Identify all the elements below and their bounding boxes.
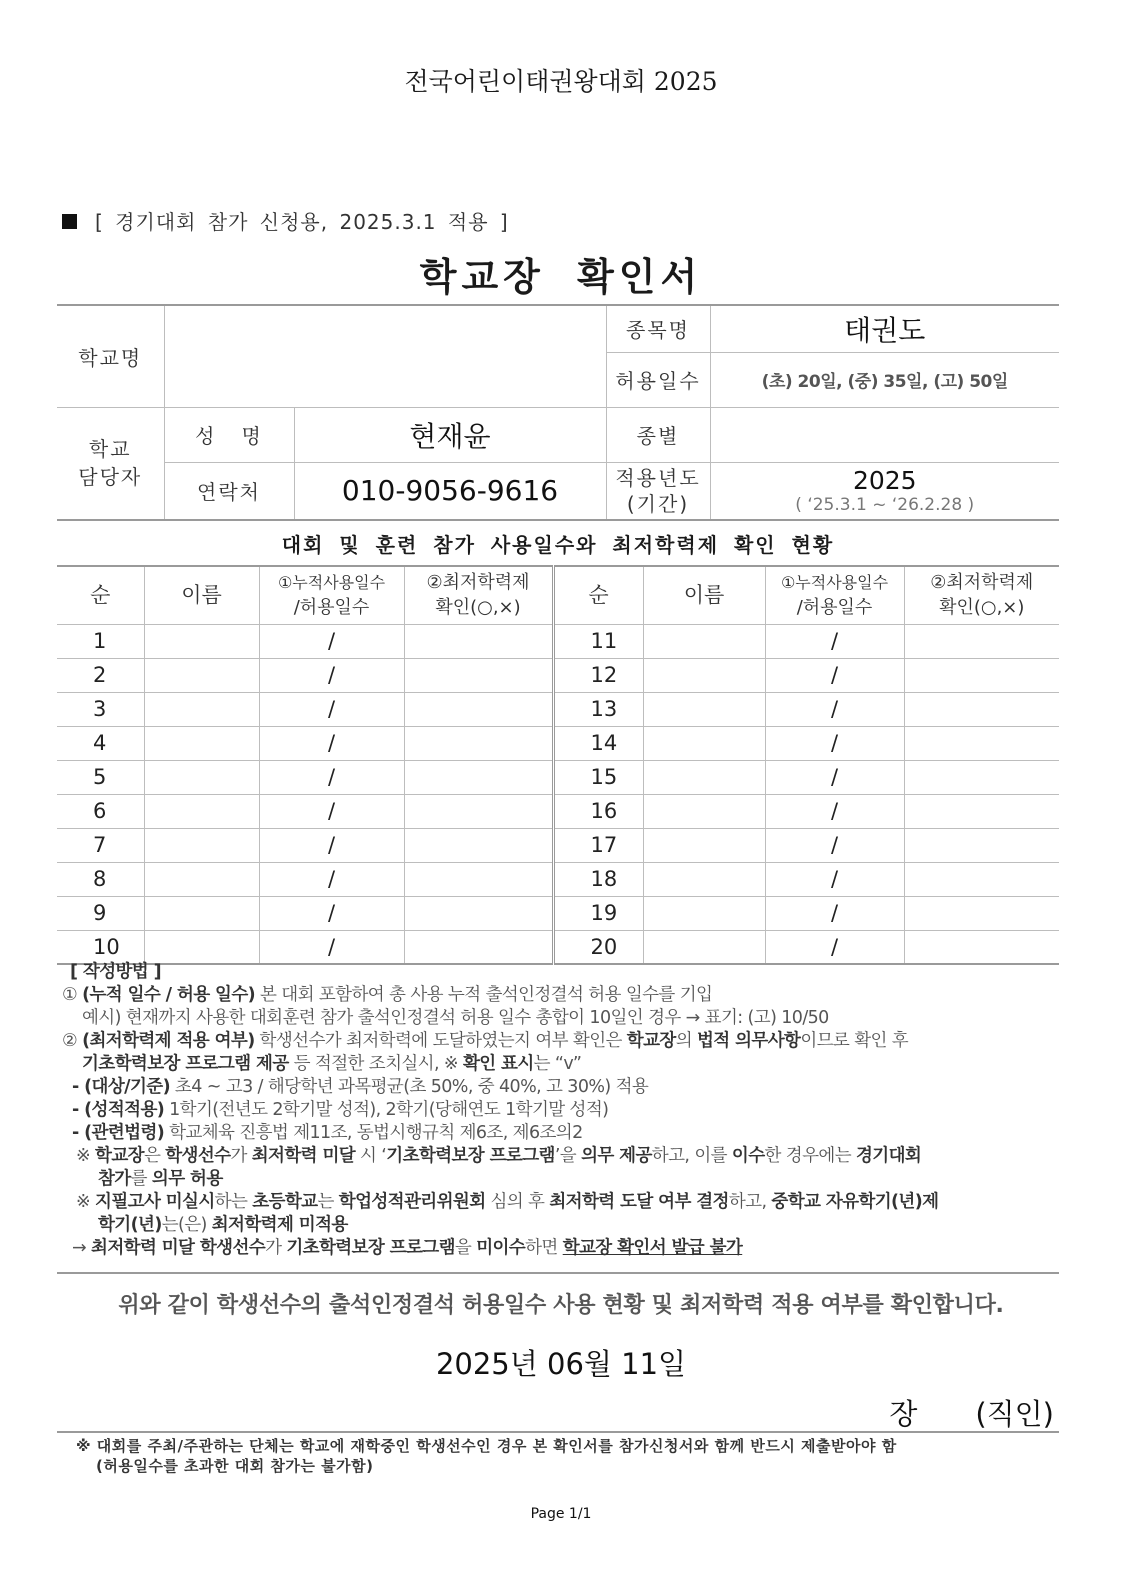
row-number: 2 (57, 658, 144, 692)
academic-check-field[interactable] (904, 896, 1059, 930)
academic-check-field[interactable] (404, 794, 553, 828)
col-header-days (765, 566, 904, 624)
row-number: 6 (57, 794, 144, 828)
divider (57, 1272, 1059, 1274)
col-days-line1: ①누적사용일수 (277, 573, 386, 593)
school-name-label: 학교명 (57, 305, 164, 407)
student-name-field[interactable] (643, 862, 765, 896)
row-number: 7 (57, 828, 144, 862)
table-row (57, 624, 1059, 658)
row-number: 10 (57, 930, 144, 964)
info-table (57, 304, 1059, 521)
seal-note: (직인) (975, 1397, 1054, 1431)
contact-label-line1: 학교 (88, 437, 132, 462)
note-consequence: → 최저학력 미달 학생선수가 기초학력보장 프로그램을 미이수하면 학교장 확인서 발급 불가 (72, 1238, 743, 1258)
row-number: 4 (57, 726, 144, 760)
row-number: 13 (553, 692, 643, 726)
academic-check-field[interactable] (904, 828, 1059, 862)
row-number: 5 (57, 760, 144, 794)
days-field[interactable]: / (259, 624, 404, 658)
academic-check-field[interactable] (904, 624, 1059, 658)
table-row (57, 726, 1059, 760)
academic-check-field[interactable] (404, 658, 553, 692)
year-value: 2025 (852, 465, 917, 495)
row-number: 19 (553, 896, 643, 930)
square-bullet-icon (62, 214, 77, 229)
col-check-line2: 확인(○,×) (435, 597, 521, 619)
row-number: 11 (553, 624, 643, 658)
days-field[interactable]: / (259, 726, 404, 760)
phone-field[interactable]: 010-9056-9616 (294, 462, 606, 520)
days-field[interactable]: / (765, 862, 904, 896)
academic-check-field[interactable] (404, 726, 553, 760)
form-title: 학교장 확인서 (419, 255, 703, 299)
row-number: 17 (553, 828, 643, 862)
event-field[interactable]: 태권도 (710, 305, 1059, 352)
instructions (62, 961, 1062, 1260)
contact-label-line2: 담당자 (78, 465, 143, 490)
days-field[interactable]: / (765, 896, 904, 930)
note-2-cont: 기초학력보장 프로그램 제공 등 적절한 조치실시, ※ 확인 표시는 “v” (82, 1054, 582, 1074)
category-field[interactable] (710, 407, 1059, 462)
days-field[interactable]: / (765, 760, 904, 794)
days-field[interactable]: / (259, 930, 404, 964)
note-target: - (대상/기준) 초4 ~ 고3 / 해당학년 과목평균(초 50%, 중 40%, 고 30%) 적용 (72, 1077, 649, 1097)
note-special-1: ※ 학교장은 학생선수가 최저학력 미달 시 ‘기초학력보장 프로그램’을 의무 제공하고, 이를 이수한 경우에는 경기대회 (76, 1146, 922, 1166)
divider (57, 1431, 1059, 1433)
footnote-line2: (허용일수를 초과한 대회 참가는 불가함) (96, 1457, 374, 1475)
student-name-field[interactable] (144, 794, 259, 828)
row-number: 18 (553, 862, 643, 896)
phone-label: 연락처 (164, 462, 294, 520)
table-row (57, 828, 1059, 862)
student-name-field[interactable] (144, 726, 259, 760)
academic-check-field[interactable] (904, 760, 1059, 794)
contact-person-label (57, 407, 164, 520)
academic-check-field[interactable] (404, 896, 553, 930)
row-number: 9 (57, 896, 144, 930)
academic-check-field[interactable] (404, 828, 553, 862)
days-field[interactable]: / (765, 658, 904, 692)
allowed-days-label: 허용일수 (606, 352, 710, 407)
name-field[interactable]: 현재윤 (294, 407, 606, 462)
note-1-example: 예시) 현재까지 사용한 대회훈련 참가 출석인정결석 허용 일수 총합이 10일인 경우 → 표기: (고) 10/50 (82, 1008, 829, 1028)
academic-check-field[interactable] (404, 930, 553, 964)
col-days-line1: ①누적사용일수 (780, 573, 889, 593)
table-row (57, 930, 1059, 964)
student-name-field[interactable] (144, 624, 259, 658)
footnote-line1: ※ 대회를 주최/주관하는 단체는 학교에 재학중인 학생선수인 경우 본 확인서를 참가신청서와 함께 반드시 제출받아야 함 (76, 1437, 897, 1455)
event-label: 종목명 (606, 305, 710, 352)
days-field[interactable]: / (765, 828, 904, 862)
col-header-check (904, 566, 1059, 624)
days-field[interactable]: / (765, 624, 904, 658)
document-header: 전국어린이태권왕대회 2025 (404, 67, 718, 96)
note-grades: - (성적적용) 1학기(전년도 2학기말 성적), 2학기(당해연도 1학기말 성적) (72, 1100, 609, 1120)
table-row (57, 658, 1059, 692)
table-row (57, 896, 1059, 930)
row-number: 3 (57, 692, 144, 726)
issue-date[interactable]: 2025년 06월 11일 (435, 1347, 687, 1381)
student-name-field[interactable] (144, 930, 259, 964)
col-header-check (404, 566, 553, 624)
days-field[interactable]: / (259, 862, 404, 896)
table-row (57, 862, 1059, 896)
student-name-field[interactable] (643, 692, 765, 726)
row-number: 14 (553, 726, 643, 760)
student-name-field[interactable] (144, 896, 259, 930)
allowed-days-value: (초) 20일, (중) 35일, (고) 50일 (710, 352, 1059, 407)
academic-check-field[interactable] (904, 862, 1059, 896)
table-row (57, 692, 1059, 726)
days-field[interactable]: / (259, 658, 404, 692)
days-field[interactable]: / (765, 692, 904, 726)
category-label: 종별 (606, 407, 710, 462)
academic-check-field[interactable] (404, 624, 553, 658)
roster-table (57, 565, 1059, 965)
roster-body (57, 624, 1059, 964)
academic-check-field[interactable] (904, 930, 1059, 964)
seal-line (889, 1392, 1054, 1433)
row-number: 12 (553, 658, 643, 692)
seal-label: 장 (889, 1397, 918, 1431)
student-name-field[interactable] (643, 896, 765, 930)
note-special-2: ※ 지필고사 미실시하는 초등학교는 학업성적관리위원회 심의 후 최저학력 도달 여부 결정하고, 중학교 자유학기(년)제 (76, 1192, 939, 1212)
student-name-field[interactable] (144, 828, 259, 862)
note-special-2-cont: 학기(년)는(은) 최저학력제 미적용 (98, 1215, 348, 1235)
col-header-name: 이름 (144, 566, 259, 624)
academic-check-field[interactable] (904, 692, 1059, 726)
student-name-field[interactable] (643, 726, 765, 760)
year-period: ( ‘25.3.1 ~ ‘26.2.28 ) (795, 494, 975, 515)
student-name-field[interactable] (643, 930, 765, 964)
student-name-field[interactable] (643, 658, 765, 692)
note-special-1-cont: 참가를 의무 허용 (98, 1169, 223, 1189)
form-tag-text: [ 경기대회 참가 신청용, 2025.3.1 적용 ] (95, 210, 509, 234)
academic-check-field[interactable] (904, 658, 1059, 692)
days-field[interactable]: / (259, 794, 404, 828)
days-field[interactable]: / (259, 760, 404, 794)
year-label-line2: (기간) (626, 491, 690, 516)
year-field[interactable] (710, 462, 1059, 520)
academic-check-field[interactable] (904, 726, 1059, 760)
row-number: 1 (57, 624, 144, 658)
col-check-line2: 확인(○,×) (939, 597, 1025, 619)
instructions-heading: [ 작성방법 ] (70, 962, 162, 982)
student-name-field[interactable] (643, 794, 765, 828)
table-row (57, 794, 1059, 828)
row-number: 8 (57, 862, 144, 896)
row-number: 15 (553, 760, 643, 794)
col-check-line1: ②최저학력제 (426, 572, 530, 594)
days-field[interactable]: / (765, 726, 904, 760)
col-days-line2: /허용일수 (796, 597, 873, 619)
col-header-no: 순 (57, 566, 144, 624)
student-name-field[interactable] (144, 862, 259, 896)
name-label: 성 명 (164, 407, 294, 462)
row-number: 20 (553, 930, 643, 964)
col-header-no: 순 (553, 566, 643, 624)
confirmation-statement: 위와 같이 학생선수의 출석인정결석 허용일수 사용 현황 및 최저학력 적용 여부를 확인합니다. (118, 1293, 1004, 1318)
footnote (76, 1436, 1066, 1476)
table-row (57, 760, 1059, 794)
student-name-field[interactable] (643, 828, 765, 862)
academic-check-field[interactable] (904, 794, 1059, 828)
academic-check-field[interactable] (404, 760, 553, 794)
note-2: ② (최저학력제 적용 여부) 학생선수가 최저학력에 도달하였는지 여부 확인은 학교장의 법적 의무사항이므로 확인 후 (62, 1031, 909, 1051)
student-name-field[interactable] (643, 760, 765, 794)
col-header-days (259, 566, 404, 624)
note-law: - (관련법령) 학교체육 진흥법 제11조, 동법시행규칙 제6조, 제6조의2 (72, 1123, 583, 1143)
student-name-field[interactable] (643, 624, 765, 658)
form-tag (62, 206, 509, 235)
student-name-field[interactable] (144, 760, 259, 794)
school-name-field[interactable] (164, 305, 606, 407)
student-name-field[interactable] (144, 658, 259, 692)
row-number: 16 (553, 794, 643, 828)
academic-check-field[interactable] (404, 692, 553, 726)
year-label-line1: 적용년도 (615, 465, 701, 490)
days-field[interactable]: / (259, 896, 404, 930)
days-field[interactable]: / (259, 692, 404, 726)
note-1: ① (누적 일수 / 허용 일수) 본 대회 포함하여 총 사용 누적 출석인정결석 허용 일수를 기입 (62, 985, 713, 1005)
page-number: Page 1/1 (530, 1506, 592, 1522)
days-field[interactable]: / (765, 794, 904, 828)
days-field[interactable]: / (259, 828, 404, 862)
col-check-line1: ②최저학력제 (930, 572, 1034, 594)
year-label (606, 462, 710, 520)
student-name-field[interactable] (144, 692, 259, 726)
col-header-name: 이름 (643, 566, 765, 624)
days-field[interactable]: / (765, 930, 904, 964)
section-title: 대회 및 훈련 참가 사용일수와 최저학력제 확인 현황 (281, 533, 835, 557)
academic-check-field[interactable] (404, 862, 553, 896)
col-days-line2: /허용일수 (293, 597, 370, 619)
